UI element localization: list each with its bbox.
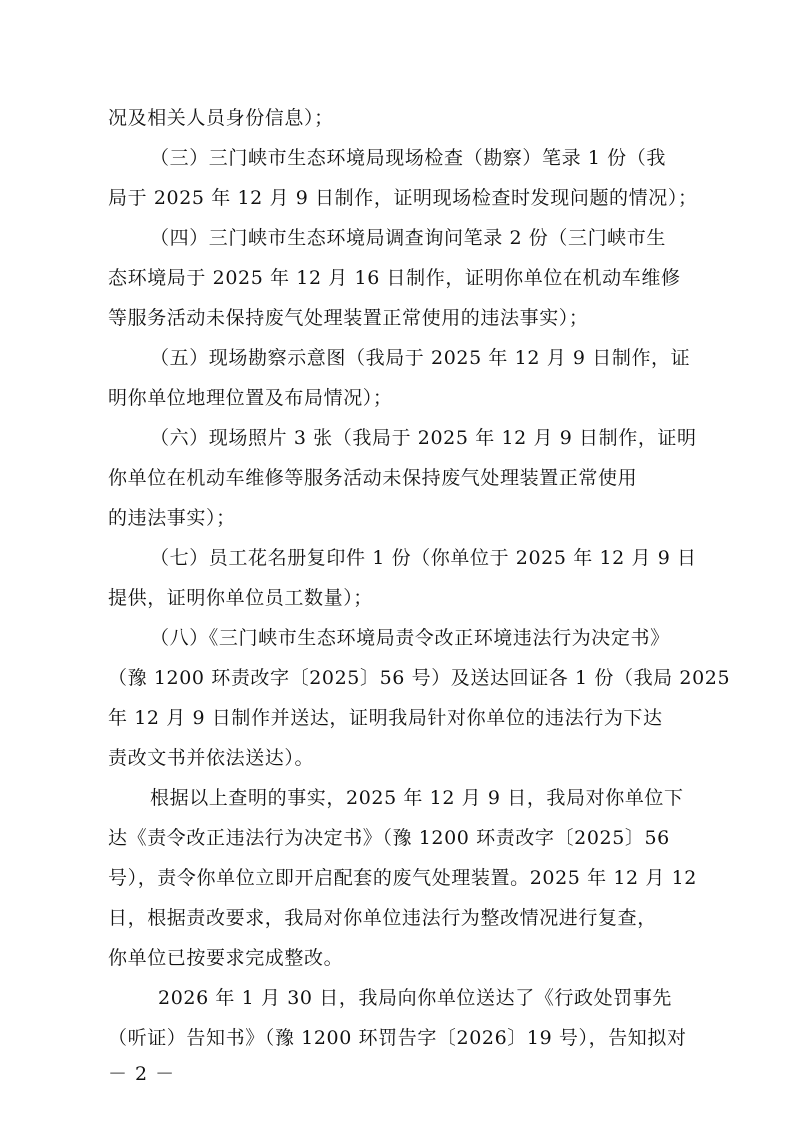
text-line: 号），责令你单位立即开启配套的废气处理装置。2025 年 12 月 12 [108, 867, 697, 889]
text-line: 2026 年 1 月 30 日，我局向你单位送达了《行政处罚事先 [158, 987, 673, 1009]
text-line: 局于 2025 年 12 月 9 日制作，证明现场检查时发现问题的情况）； [108, 187, 698, 209]
text-line: 责改文书并依法送达）。 [108, 747, 315, 769]
text-line: （豫 1200 环责改字〔2025〕56 号）及送达回证各 1 份（我局 2025 [108, 667, 731, 689]
text-line: 你单位在机动车维修等服务活动未保持废气处理装置正常使用 [108, 467, 638, 489]
text-line: 等服务活动未保持废气处理装置正常使用的违法事实）； [108, 307, 589, 329]
text-line: 根据以上查明的事实，2025 年 12 月 9 日，我局对你单位下 [150, 787, 684, 809]
text-line: 态环境局于 2025 年 12 月 16 日制作，证明你单位在机动车维修 [108, 267, 681, 289]
text-line: （三）三门峡市生态环境局现场检查（勘察）笔录 1 份（我 [150, 147, 666, 169]
text-line: 提供，证明你单位员工数量）； [108, 587, 373, 609]
text-line: （六）现场照片 3 张（我局于 2025 年 12 月 9 日制作，证明 [150, 427, 697, 449]
text-line: 明你单位地理位置及布局情况）； [108, 387, 393, 409]
text-line: （四）三门峡市生态环境局调查询问笔录 2 份（三门峡市生 [150, 227, 666, 249]
text-line: 年 12 月 9 日制作并送达，证明我局针对你单位的违法行为下达 [108, 707, 663, 729]
text-line: （听证）告知书》（豫 1200 环罚告字〔2026〕19 号），告知拟对 [108, 1027, 687, 1049]
text-line: （八）《三门峡市生态环境局责令改正环境违法行为决定书》 [150, 627, 670, 649]
text-line: （五）现场勘察示意图（我局于 2025 年 12 月 9 日制作，证 [150, 347, 691, 369]
text-line: 的违法事实）； [108, 507, 236, 529]
page-number: － 2 － [108, 1063, 176, 1085]
text-line: 你单位已按要求完成整改。 [108, 947, 344, 969]
text-line: （七）员工花名册复印件 1 份（你单位于 2025 年 12 月 9 日 [150, 547, 697, 569]
text-line: 况及相关人员身份信息）； [108, 107, 334, 129]
text-line: 日，根据责改要求，我局对你单位违法行为整改情况进行复查， [108, 907, 657, 929]
text-line: 达《责令改正违法行为决定书》（豫 1200 环责改字〔2025〕56 [108, 827, 670, 849]
